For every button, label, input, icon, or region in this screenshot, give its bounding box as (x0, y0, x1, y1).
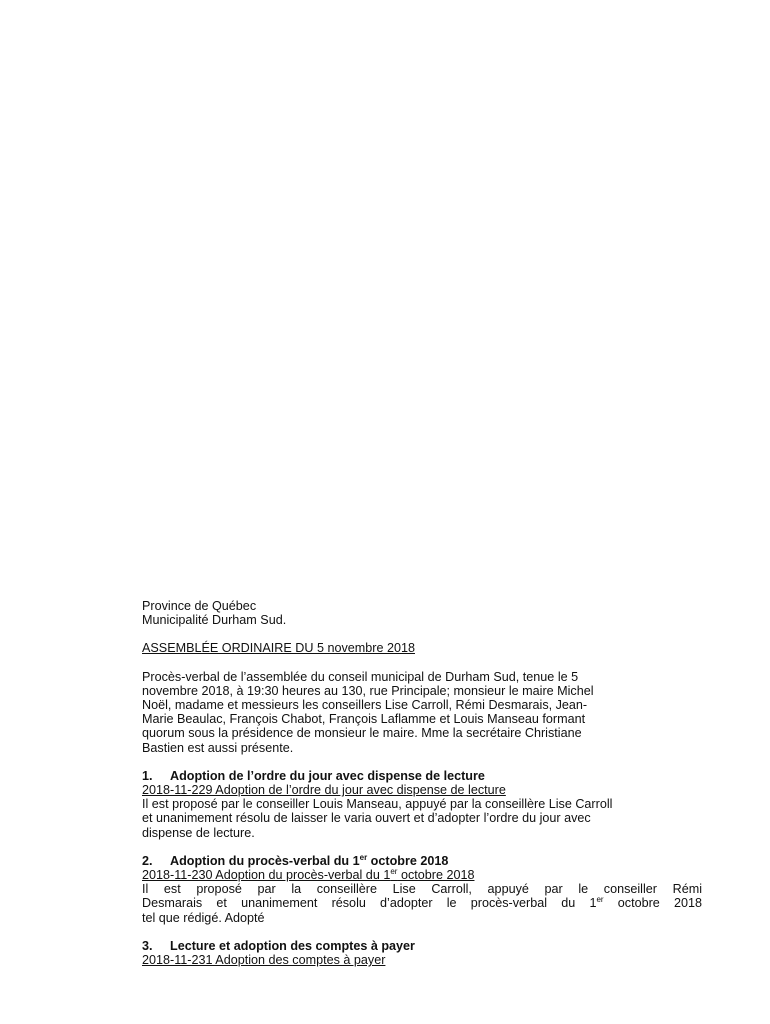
body-line: dispense de lecture. (142, 825, 255, 840)
assembly-title: ASSEMBLÉE ORDINAIRE DU 5 novembre 2018 (142, 641, 415, 656)
province-line: Province de Québec (142, 599, 257, 613)
section-heading (142, 854, 702, 868)
body-line: et unanimement résolu de laisser le varia ouvert et d’adopter l’ordre du jour avec (142, 811, 591, 826)
resolution-title (142, 868, 702, 882)
section-heading (142, 769, 702, 783)
intro-line: Noël, madame et messieurs les conseillers Lise Carroll, Rémi Desmarais, Jean- (142, 698, 588, 713)
section-title-part: octobre 2018 (367, 853, 449, 868)
ordinal-superscript: er (596, 895, 604, 905)
municipality-line: Municipalité Durham Sud. (142, 613, 287, 628)
body-line-part: Desmarais et unanimement résolu d’adopter le procès-verbal du 1 (142, 896, 597, 911)
ordinal-superscript: er (359, 852, 368, 862)
intro-line: Marie Beaulac, François Chabot, François Laflamme et Louis Manseau formant (142, 712, 586, 727)
document-content (142, 599, 702, 967)
ordinal-superscript: er (390, 866, 398, 876)
body-line (142, 896, 702, 910)
intro-line: Bastien est aussi présente. (142, 740, 294, 755)
body-line: Il est proposé par la conseillère Lise Carroll, appuyé par le conseiller Rémi (142, 882, 702, 897)
intro-line: Procès-verbal de l’assemblée du conseil municipal de Durham Sud, tenue le 5 (142, 669, 579, 684)
resolution-title: 2018-11-229 Adoption de l’ordre du jour avec dispense de lecture (142, 783, 506, 798)
section-number: 3. (142, 938, 153, 953)
resolution-title-part: 2018-11-230 Adoption du procès-verbal du 1 (142, 868, 391, 883)
resolution-title: 2018-11-231 Adoption des comptes à payer (142, 953, 386, 968)
resolution-title-part: octobre 2018 (397, 868, 475, 883)
section-number: 1. (142, 768, 153, 783)
body-line: tel que rédigé. Adopté (142, 910, 265, 925)
section-3 (142, 939, 702, 967)
section-title: Adoption de l’ordre du jour avec dispense de lecture (170, 768, 485, 783)
section-number: 2. (142, 853, 153, 868)
intro-paragraph (142, 670, 702, 755)
section-1 (142, 769, 702, 840)
body-line-part: octobre 2018 (603, 896, 702, 911)
section-title-part: Adoption du procès-verbal du 1 (170, 853, 360, 868)
intro-line: novembre 2018, à 19:30 heures au 130, rue Principale; monsieur le maire Michel (142, 683, 594, 698)
section-heading (142, 939, 702, 953)
section-title: Lecture et adoption des comptes à payer (170, 938, 415, 953)
body-line: Il est proposé par le conseiller Louis Manseau, appuyé par la conseillère Lise Carroll (142, 797, 613, 812)
section-2 (142, 854, 702, 925)
intro-line: quorum sous la présidence de monsieur le maire. Mme la secrétaire Christiane (142, 726, 582, 741)
